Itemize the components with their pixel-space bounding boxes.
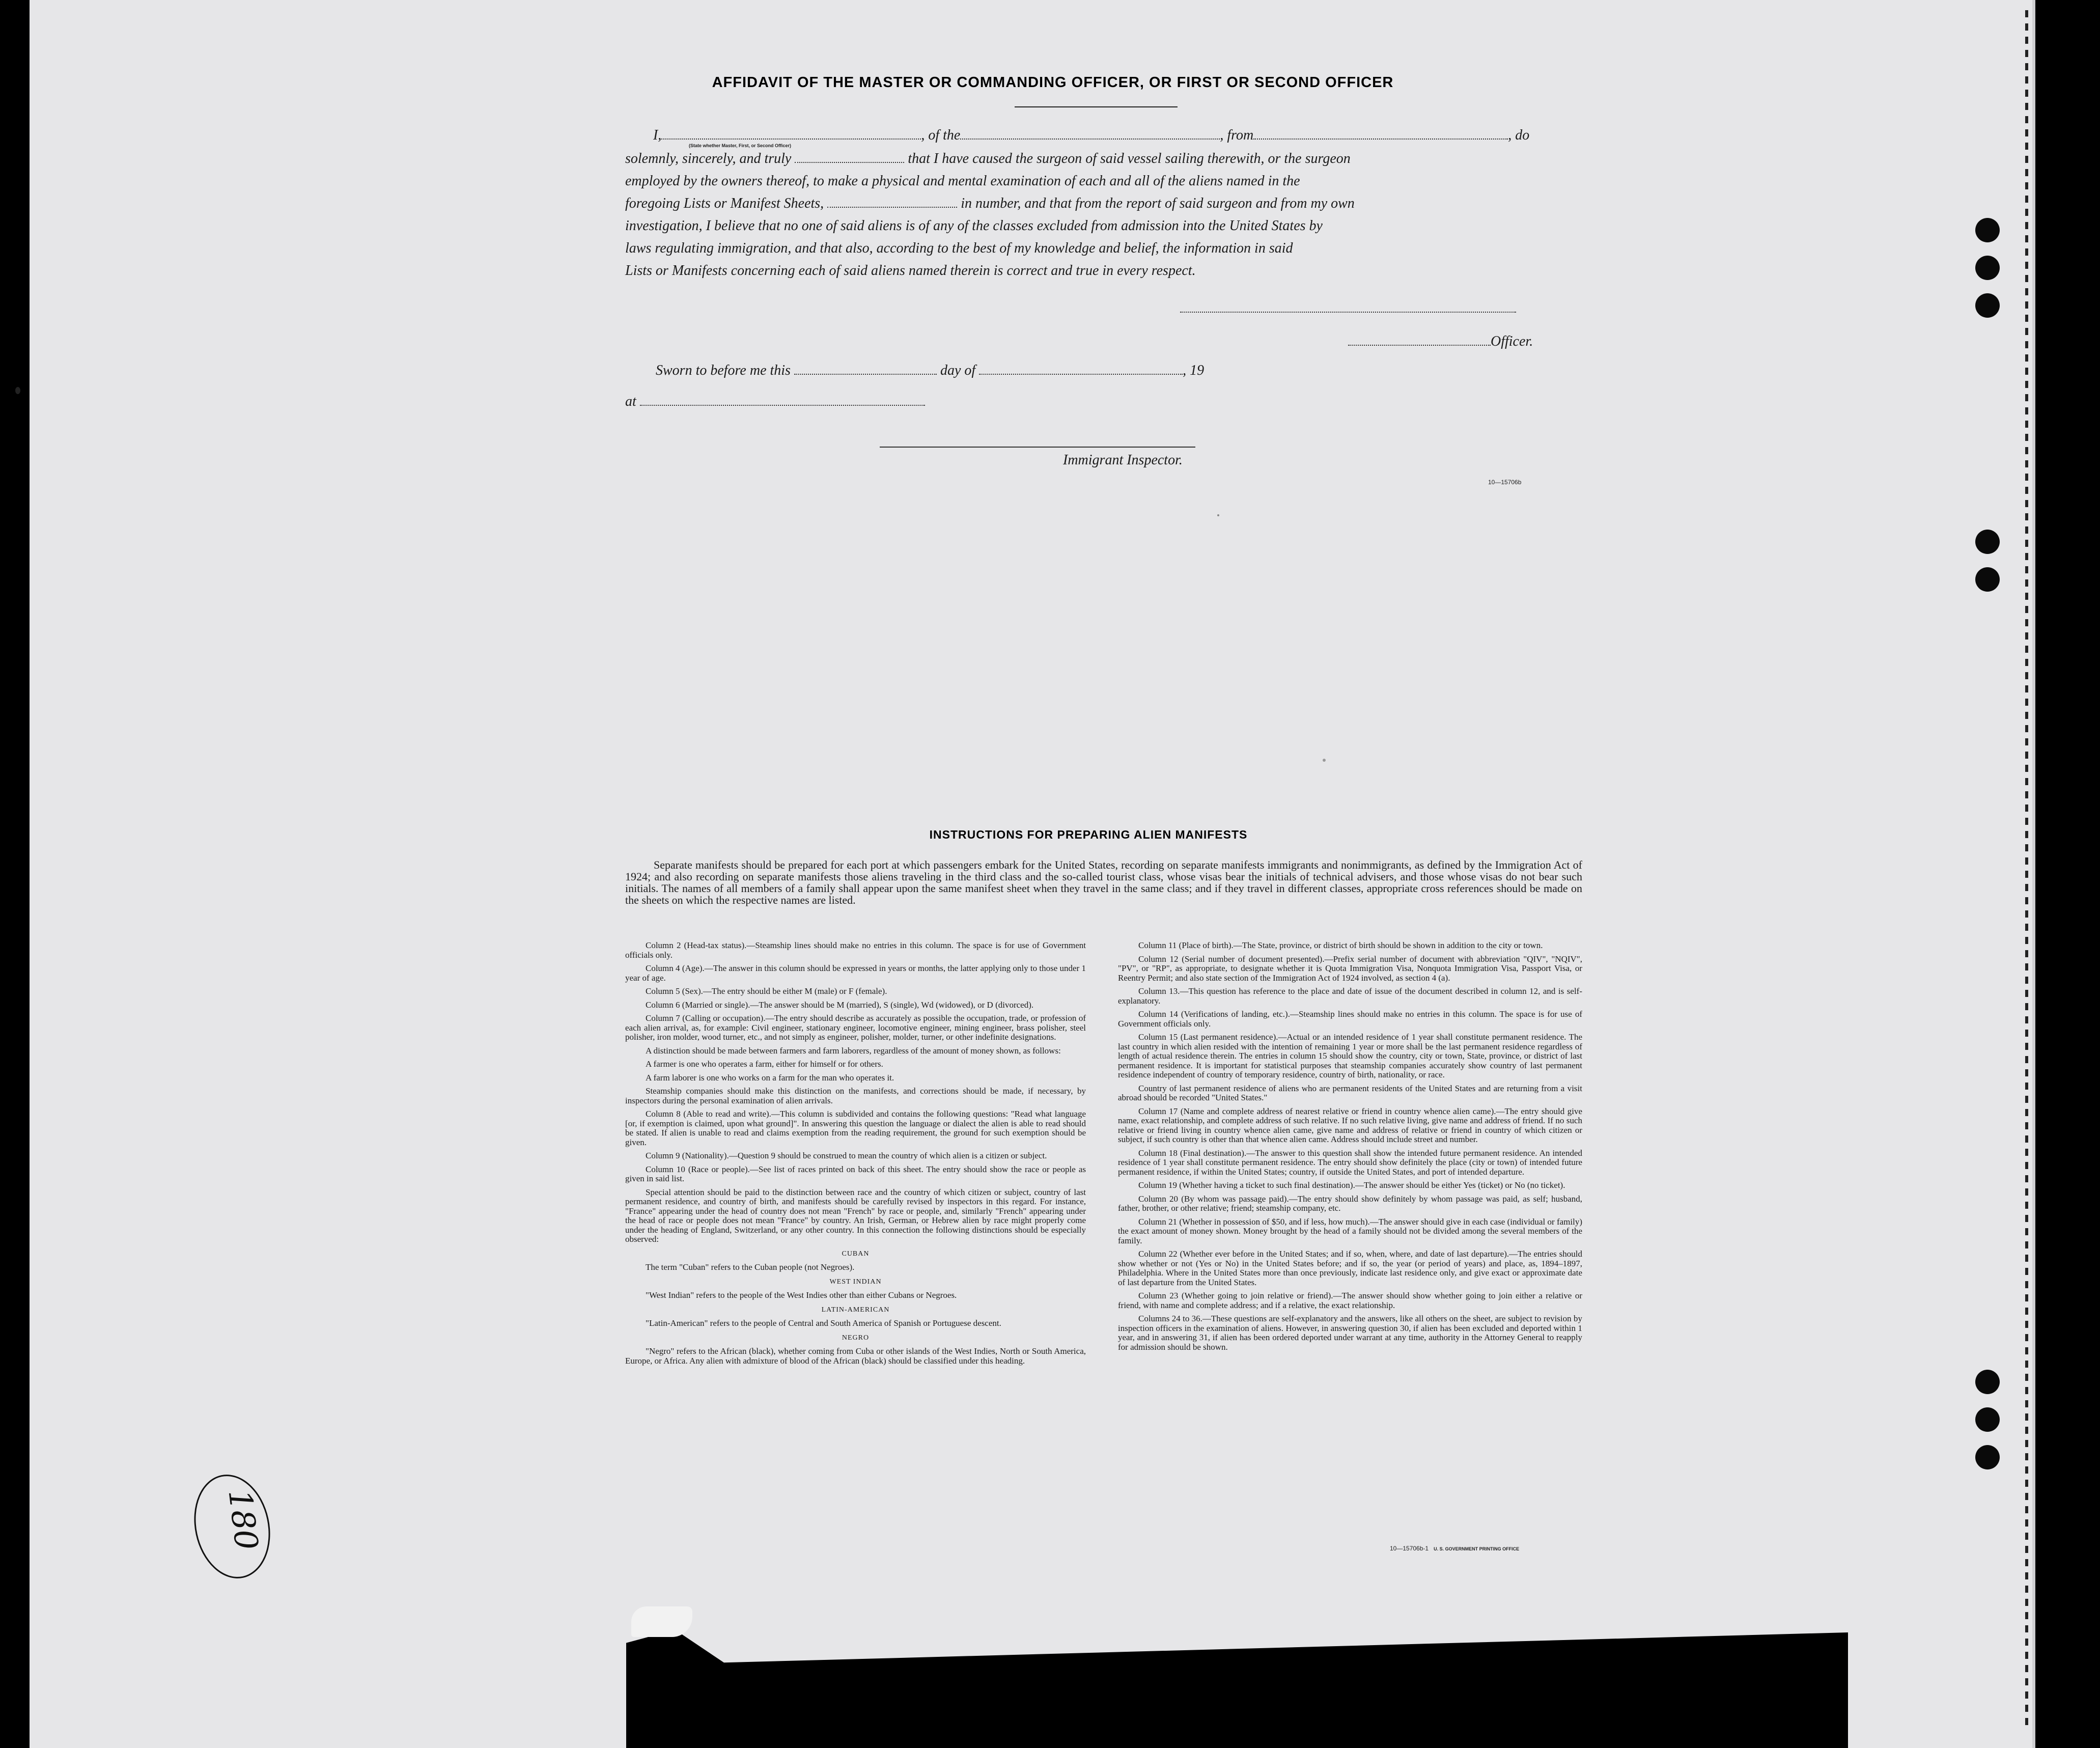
scan-speck xyxy=(1217,514,1219,516)
officer-rank-note: (State whether Master, First, or Second Officer) xyxy=(689,143,792,148)
binder-hole xyxy=(1975,218,2000,242)
scan-speck xyxy=(1323,759,1326,762)
instructions-intro: Separate manifests should be prepared for each port at which passengers embark for the United States, recording on separate manifests immigrants and nonimmigrants, as defined by the Immigration Act of 1924; and also recording on separate manifests those aliens traveling in the third class and the so-called tourist class, whose visas bear the initials of technical advisers, and those whose visas do not bear such initials. The names of all members of a family shall appear upon the same manifest sheet when they travel in the same class; and if they travel in different classes, appropriate cross references should be made on the sheets on which the respective names are listed. xyxy=(625,858,1582,906)
instructions-right-column: Column 11 (Place of birth).—The State, province, or district of birth should be shown in addition to the city or town. Column 12 (Serial number of document presented).—Prefix serial number of document with abbreviation "QIV", "NQIV", "PV", or "RP", as appropriate, to designate whether it is Quota Immigration Visa, Nonquota Immigration Visa, Passport Visa, or Reentry Permit; and also state section of the Immigration Act of 1924 involved, as section 4 (a). Column 13.—This question has reference to the place and date of issue of the document described in column 12, and is self-explanatory. Column 14 (Verifications of landing, etc.).—Steamship lines should make no entries in this column. The space is for use of Government officials only. Column 15 (Last permanent residence).—Actual or an intended residence of 1 year shall constitute permanent residence. The last country in which alien resided with the intention of remaining 1 year or more shall be the last permanent residence regardless of length of actual residence therein. The entries in column 15 should show the country, city or town, State, province, or district of last permanent residence. It is important for statistical purposes that steamship companies accurately show country of last permanent residence independent of country of temporary residence, country of birth, nationality, or race. Country of last permanent residence of aliens who are permanent residents of the United States and are returning from a visit abroad should be recorded "United States." Column 17 (Name and complete address of nearest relative or friend in country whence alien came).—The entry should give name, exact relationship, and complete address of such relative. If no such relative living, give name and address of friend. If no such relative or friend living in country whence alien came, give name and address of relative or friend in country of which citizen or subject, if such country is other than that whence alien came. Address should include street and number. Column 18 (Final destination).—The answer to this question shall show the intended future permanent residence. An intended residence of 1 year shall constitute permanent residence. The entry should show definitely the place (city or town) of intended future permanent residence, if within the United States; country, if outside the United States, and port of intended departure. Column 19 (Whether having a ticket to such final destination).—The answer should be either Yes (ticket) or No (no ticket). Column 20 (By whom was passage paid).—The entry should show definitely by whom passage was paid, as self; husband, father, brother, or other relative; friend; steamship company, etc. Column 21 (Whether in possession of $50, and if less, how much).—The answer should give in each case (individual or family) the exact amount of money shown. Money brought by the head of a family should not be divided among the several members of the family. Column 22 (Whether ever before in the United States; and if so, when, where, and date of last departure).—The entries should show whether or not (Yes or No) in the United States before; and if so, the year (or period of years) and place, as, 1894–1897, Philadelphia. Where in the United States more than once previously, indicate last residence only, and give exact or approximate date of last departure from the United States. Column 23 (Whether going to join relative or friend).—The answer should show whether going to join either a relative or friend, with name and complete address; and if a relative, the exact relationship. Columns 24 to 36.—These questions are self-explanatory and the answers, like all others on the sheet, are subject to revision by inspection officers in the examination of aliens. However, in answering question 30, if alien has been excluded and deported within 1 year, and in answering 31, if alien has been ordered deported under warrant at any time, authority in the Attorney General to reapply for admission should be shown. xyxy=(1118,940,1582,1352)
latin-american-heading: LATIN-AMERICAN xyxy=(821,1306,890,1314)
instructions-title: INSTRUCTIONS FOR PREPARING ALIEN MANIFESTS xyxy=(929,828,1248,841)
binder-hole xyxy=(1975,1370,2000,1394)
binder-hole xyxy=(1975,1445,2000,1469)
affidavit-line-6: laws regulating immigration, and that also, according to the best of my knowledge and belief, the information in said xyxy=(625,240,1293,256)
signature-line xyxy=(1180,311,1516,313)
affidavit-title: AFFIDAVIT OF THE MASTER OR COMMANDING OFFICER, OR FIRST OR SECOND OFFICER xyxy=(712,74,1394,91)
instructions-left-column: Column 2 (Head-tax status).—Steamship lines should make no entries in this column. The space is for use of Government officials only. Column 4 (Age).—The answer in this column should be expressed in years or months, the latter applying only to those under 1 year of age. Column 5 (Sex).—The entry should be either M (male) or F (female). Column 6 (Married or single).—The answer should be M (married), S (single), Wd (widowed), or D (divorced). Column 7 (Calling or occupation).—The entry should describe as accurately as possible the occupation, trade, or profession of each alien arrival, as, for example: Civil engineer, stationary engineer, locomotive engineer, mining engineer, brass polisher, steel polisher, iron molder, wood turner, etc., and not simply as engineer, polisher, molder, turner, or other indefinite designations. A distinction should be made between farmers and farm laborers, regardless of the amount of money shown, as follows: A farmer is one who operates a farm, either for himself or for others. A farm laborer is one who works on a farm for the man who operates it. Steamship companies should make this distinction on the manifests, and corrections should be made, if necessary, by inspectors during the personal examination of alien arrivals. Column 8 (Able to read and write).—This column is subdivided and contains the following questions: "Read what language [or, if exemption is claimed, upon what ground]". In answering this question the language or dialect the alien is able to read should be stated. If alien is unable to read and claims exemption from the reading requirement, the ground for such exemption should be given. Column 9 (Nationality).—Question 9 should be construed to mean the country of which alien is a citizen or subject. Column 10 (Race or people).—See list of races printed on back of this sheet. The entry should show the race or people as given in said list. Special attention should be paid to the distinction between race and the country of which citizen or subject, country of last permanent residence, and country of birth, and manifests should be carefully revised by inspectors in this regard. For instance, "France" appearing under the head of country does not mean "French" by race or people, and, similarly "French" appearing under the head of race or people does not mean "France" by country. An Irish, German, or Hebrew alien by race might properly come under the heading of England, Switzerland, or any other country. In this connection the following distinctions should be especially observed: CUBAN The term "Cuban" refers to the Cuban people (not Negroes). WEST INDIAN "West Indian" refers to the people of the West Indies other than either Cubans or Negroes. LATIN-AMERICAN "Latin-American" refers to the people of Central and South America of Spanish or Portuguese descent. NEGRO "Negro" refers to the African (black), whether coming from Cuba or other islands of the West Indies, North or South America, Europe, or Africa. Any alien with admixture of blood of the African (black) should be classified under this heading. xyxy=(625,940,1086,1366)
scan-speck xyxy=(15,387,20,394)
officer-line: Officer. xyxy=(1348,334,1533,350)
at-line: at xyxy=(625,394,925,410)
inspector-label: Immigrant Inspector. xyxy=(1063,452,1183,468)
inspector-signature-line xyxy=(880,446,1195,448)
binder-hole xyxy=(1975,530,2000,554)
document-page xyxy=(30,0,2035,1748)
affidavit-line-5: investigation, I believe that no one of said aliens is of any of the classes excluded from admission into the United States by xyxy=(625,218,1323,234)
binder-hole xyxy=(1975,567,2000,592)
affidavit-line-2: solemnly, sincerely, and truly that I have caused the surgeon of said vessel sailing therewith, or the surgeon xyxy=(625,151,1351,167)
affidavit-line-3: employed by the owners thereof, to make a physical and mental examination of each and all of the aliens named in the xyxy=(625,173,1300,189)
west-indian-heading: WEST INDIAN xyxy=(829,1278,882,1286)
binder-hole xyxy=(1975,256,2000,280)
sworn-line: Sworn to before me this day of , 19 xyxy=(656,363,1205,378)
affidavit-form-code: 10—15706b xyxy=(1488,479,1522,486)
torn-paper-flap xyxy=(631,1606,692,1637)
handwritten-page-number: 180 xyxy=(185,1467,279,1586)
title-underline xyxy=(1015,106,1178,107)
affidavit-line-7: Lists or Manifests concerning each of said aliens named therein is correct and true in every respect. xyxy=(625,263,1196,279)
page-edge-perforation xyxy=(2025,10,2028,1731)
affidavit-line-1: I, , of the , from , do xyxy=(653,127,1530,143)
binder-hole xyxy=(1975,293,2000,318)
affidavit-line-4: foregoing Lists or Manifest Sheets, in number, and that from the report of said surgeon and from my own xyxy=(625,196,1355,211)
negro-heading: NEGRO xyxy=(842,1334,870,1342)
instructions-form-code: 10—15706b-1 U. S. GOVERNMENT PRINTING OFFICE xyxy=(1390,1545,1520,1552)
cuban-heading: CUBAN xyxy=(842,1250,870,1258)
binder-hole xyxy=(1975,1407,2000,1432)
